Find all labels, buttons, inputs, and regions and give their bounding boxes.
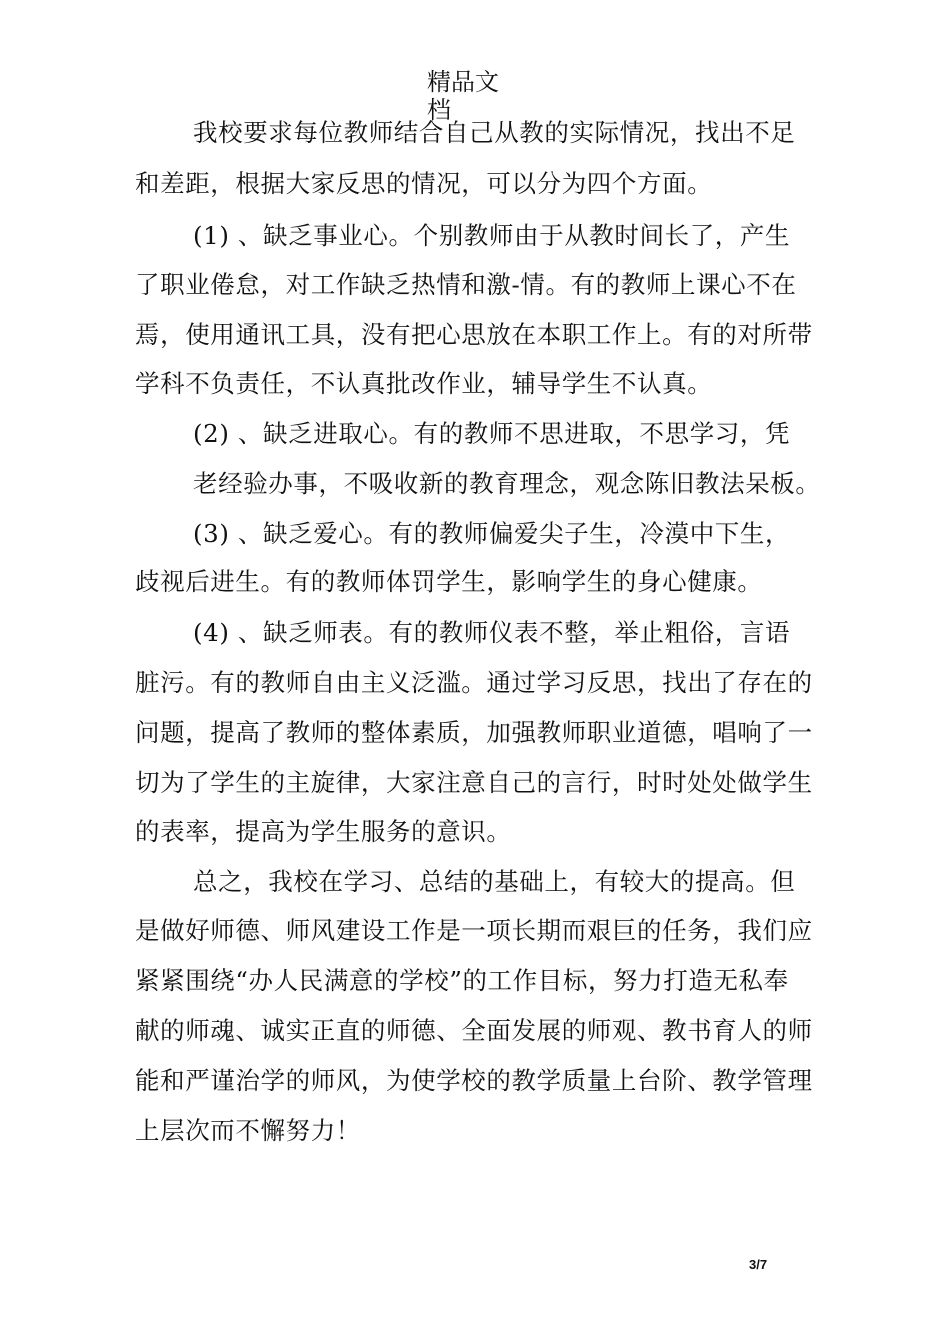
body-line: 了职业倦怠，对工作缺乏热情和激-情。有的教师上课心不在	[135, 270, 797, 299]
body-line: 切为了学生的主旋律，大家注意自己的言行，时时处处做学生	[135, 768, 813, 797]
body-line: 我校要求每位教师结合自己从教的实际情况，找出不足	[193, 118, 796, 147]
body-line: 能和严谨治学的师风，为使学校的教学质量上台阶、教学管理	[135, 1066, 813, 1095]
body-line: 问题，提高了教师的整体素质，加强教师职业道德，唱响了一	[135, 718, 813, 747]
page-number: 3/7	[749, 1257, 768, 1272]
body-line: 和差距，根据大家反思的情况，可以分为四个方面。	[135, 169, 713, 198]
body-line: 总之，我校在学习、总结的基础上，有较大的提高。但	[193, 867, 796, 896]
body-line: (3) 、缺乏爱心。有的教师偏爱尖子生，冷漠中下生，	[193, 519, 791, 548]
body-line: 上层次而不懈努力！	[135, 1116, 361, 1145]
body-line: 脏污。有的教师自由主义泛滥。通过学习反思，找出了存在的	[135, 668, 813, 697]
body-line: 献的师魂、诚实正直的师德、全面发展的师观、教书育人的师	[135, 1016, 813, 1045]
body-line: (2) 、缺乏进取心。有的教师不思进取，不思学习，凭	[193, 419, 791, 448]
page-header: 精品文档	[427, 68, 499, 124]
body-line: 学科不负责任，不认真批改作业，辅导学生不认真。	[135, 369, 713, 398]
body-line: 的表率，提高为学生服务的意识。	[135, 817, 512, 846]
body-line: 是做好师德、师风建设工作是一项长期而艰巨的任务，我们应	[135, 916, 813, 945]
body-line: 紧紧围绕“办人民满意的学校”的工作目标，努力打造无私奉	[135, 966, 789, 995]
body-line: 歧视后进生。有的教师体罚学生，影响学生的身心健康。	[135, 567, 763, 596]
body-line: (4) 、缺乏师表。有的教师仪表不整，举止粗俗，言语	[193, 618, 791, 647]
body-line: (1) 、缺乏事业心。个别教师由于从教时间长了，产生	[193, 221, 791, 250]
body-line: 老经验办事，不吸收新的教育理念，观念陈旧教法呆板。	[193, 469, 821, 498]
body-line: 焉，使用通讯工具，没有把心思放在本职工作上。有的对所带	[135, 320, 813, 349]
